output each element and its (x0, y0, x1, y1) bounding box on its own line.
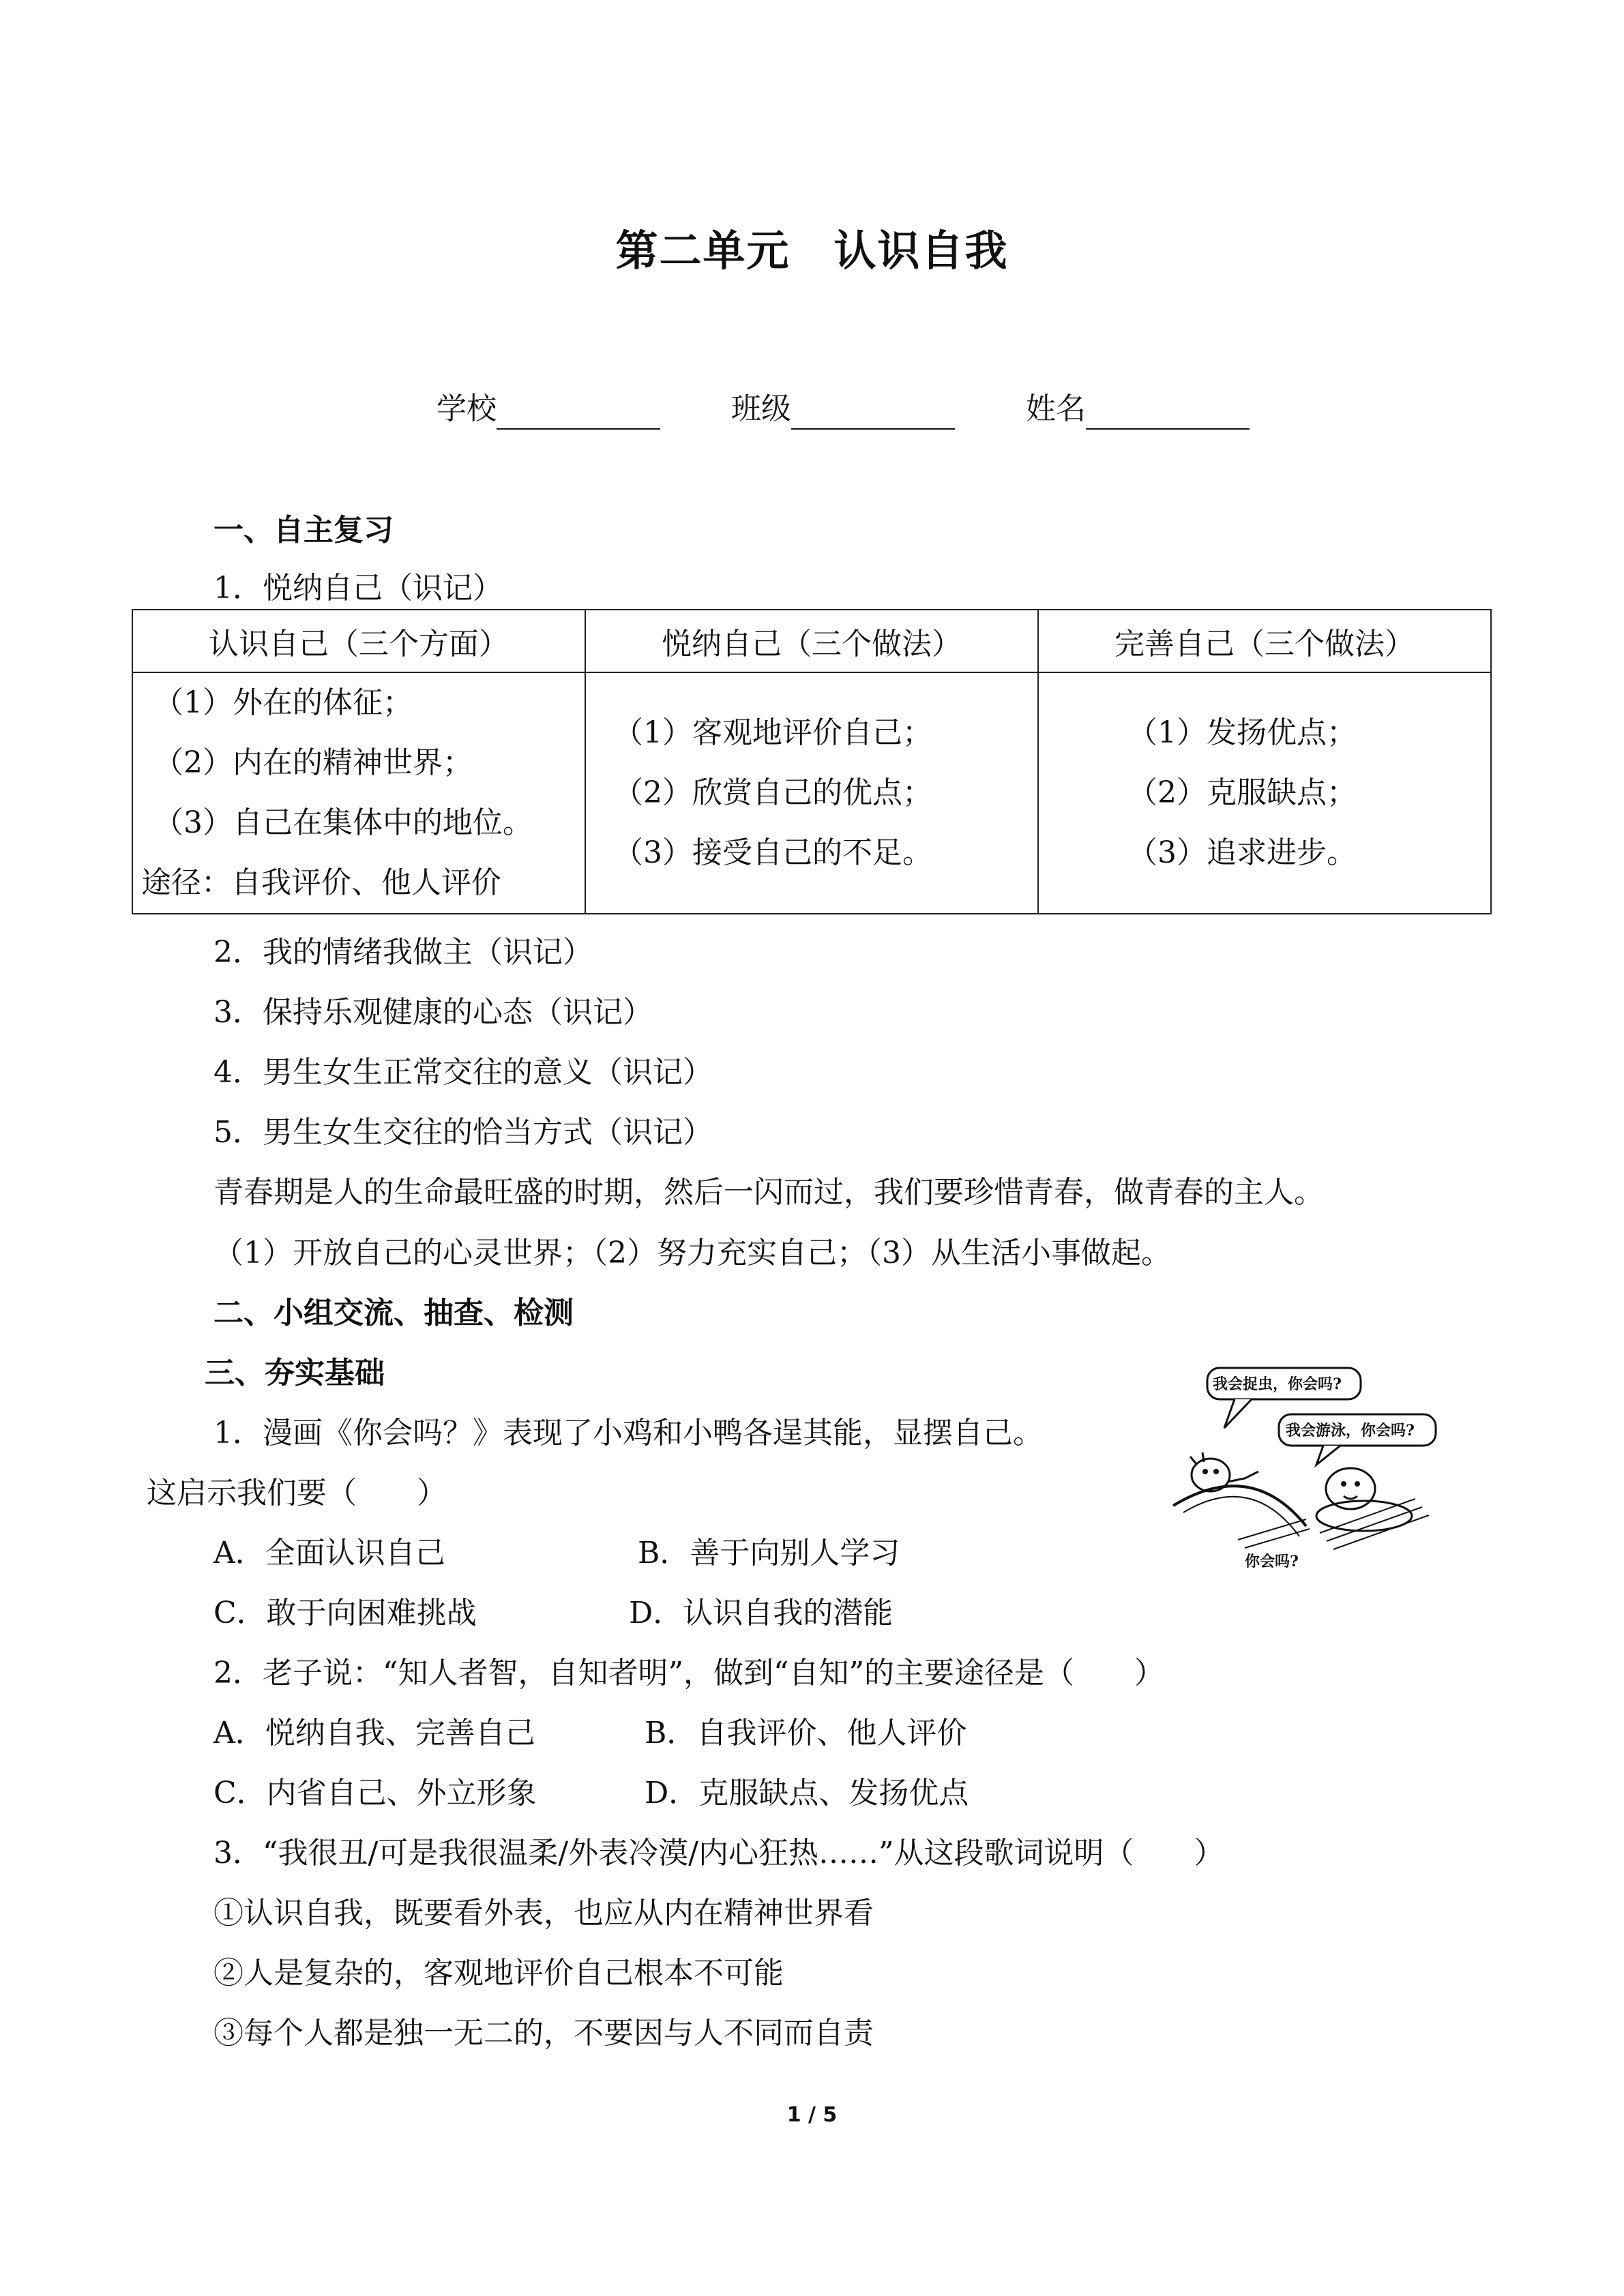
q3-option-2[interactable]: ②人是复杂的，客观地评价自己根本不可能 (213, 1956, 784, 1991)
class-label: 班级 (731, 391, 791, 426)
section1-item2: 2．我的情绪我做主（识记） (213, 935, 593, 970)
comic-bubble-1: 我会捉虫，你会吗? (1213, 1375, 1342, 1393)
comic-illustration (1170, 1362, 1443, 1581)
q1-stem-line2: 这启示我们要（ ） (147, 1476, 447, 1510)
q2-option-d[interactable]: D．克服缺点、发扬优点 (645, 1776, 969, 1810)
table-header-2: 悦纳自己（三个做法） (585, 610, 1038, 672)
know-self-line-3: （3）自己在集体中的地位。 (153, 805, 533, 840)
section3-heading: 三、夯实基础 (205, 1356, 385, 1390)
improve-self-line-1: （1）发扬优点； (1127, 715, 1357, 750)
school-blank[interactable] (497, 397, 660, 430)
q3-option-1[interactable]: ①认识自我，既要看外表，也应从内在精神世界看 (213, 1896, 874, 1930)
accept-self-line-2: （2）欣赏自己的优点； (613, 775, 932, 810)
improve-self-line-2: （2）克服缺点； (1127, 775, 1357, 810)
table-header-1: 认识自己（三个方面） (132, 610, 585, 672)
section1-para1: 青春期是人的生命最旺盛的时期，然后一闪而过，我们要珍惜青春，做青春的主人。 (213, 1175, 1324, 1210)
q3-option-3[interactable]: ③每个人都是独一无二的，不要因与人不同而自责 (213, 2016, 874, 2051)
q3-stem: 3．“我很丑/可是我很温柔/外表冷漠/内心狂热……”从这段歌词说明（ ） (213, 1836, 1224, 1870)
review-table (132, 609, 1492, 914)
name-blank[interactable] (1086, 397, 1250, 430)
table-cell-accept-self (585, 672, 1038, 914)
q1-option-c[interactable]: C．敢于向困难挑战 (213, 1596, 477, 1630)
accept-self-line-1: （1）客观地评价自己； (613, 715, 932, 750)
accept-self-line-3: （3）接受自己的不足。 (613, 835, 932, 870)
section1-heading: 一、自主复习 (213, 513, 394, 548)
comic-bubble-2: 我会游泳，你会吗? (1286, 1422, 1415, 1440)
q2-option-b[interactable]: B．自我评价、他人评价 (645, 1716, 967, 1750)
section1-item1: 1．悦纳自己（识记） (213, 571, 503, 606)
know-self-line-2: （2）内在的精神世界； (153, 745, 473, 780)
comic-caption: 你会吗? (1245, 1553, 1299, 1570)
student-info (437, 389, 1250, 430)
q2-option-c[interactable]: C．内省自己、外立形象 (213, 1776, 537, 1810)
section1-item5: 5．男生女生交往的恰当方式（识记） (213, 1115, 713, 1150)
page-number: 1 / 5 (786, 2103, 838, 2127)
q1-option-d[interactable]: D．认识自我的潜能 (629, 1596, 894, 1630)
section2-heading: 二、小组交流、抽查、检测 (213, 1296, 574, 1330)
class-blank[interactable] (791, 397, 955, 430)
page-title: 第二单元 认识自我 (615, 226, 1009, 275)
improve-self-line-3: （3）追求进步。 (1127, 835, 1357, 870)
know-self-line-4: 途径：自我评价、他人评价 (141, 865, 501, 900)
school-label: 学校 (437, 391, 497, 426)
q1-option-b[interactable]: B．善于向别人学习 (638, 1536, 900, 1570)
q1-stem-line1: 1．漫画《你会吗？》表现了小鸡和小鸭各逞其能，显摆自己。 (213, 1416, 1043, 1450)
section1-item3: 3．保持乐观健康的心态（识记） (213, 995, 653, 1030)
q2-stem: 2．老子说：“知人者智，自知者明”，做到“自知”的主要途径是（ ） (213, 1656, 1164, 1690)
name-label: 姓名 (1026, 391, 1086, 426)
section1-item4: 4．男生女生正常交往的意义（识记） (213, 1055, 713, 1090)
know-self-line-1: （1）外在的体征； (153, 685, 413, 720)
table-cell-know-self (132, 672, 585, 914)
table-header-3: 完善自己（三个做法） (1038, 610, 1491, 672)
section1-para2: （1）开放自己的心灵世界；（2）努力充实自己；（3）从生活小事做起。 (213, 1236, 1171, 1270)
table-cell-improve-self (1038, 672, 1491, 914)
q1-option-a[interactable]: A．全面认识自己 (213, 1536, 445, 1570)
q2-option-a[interactable]: A．悦纳自我、完善自己 (213, 1716, 535, 1750)
